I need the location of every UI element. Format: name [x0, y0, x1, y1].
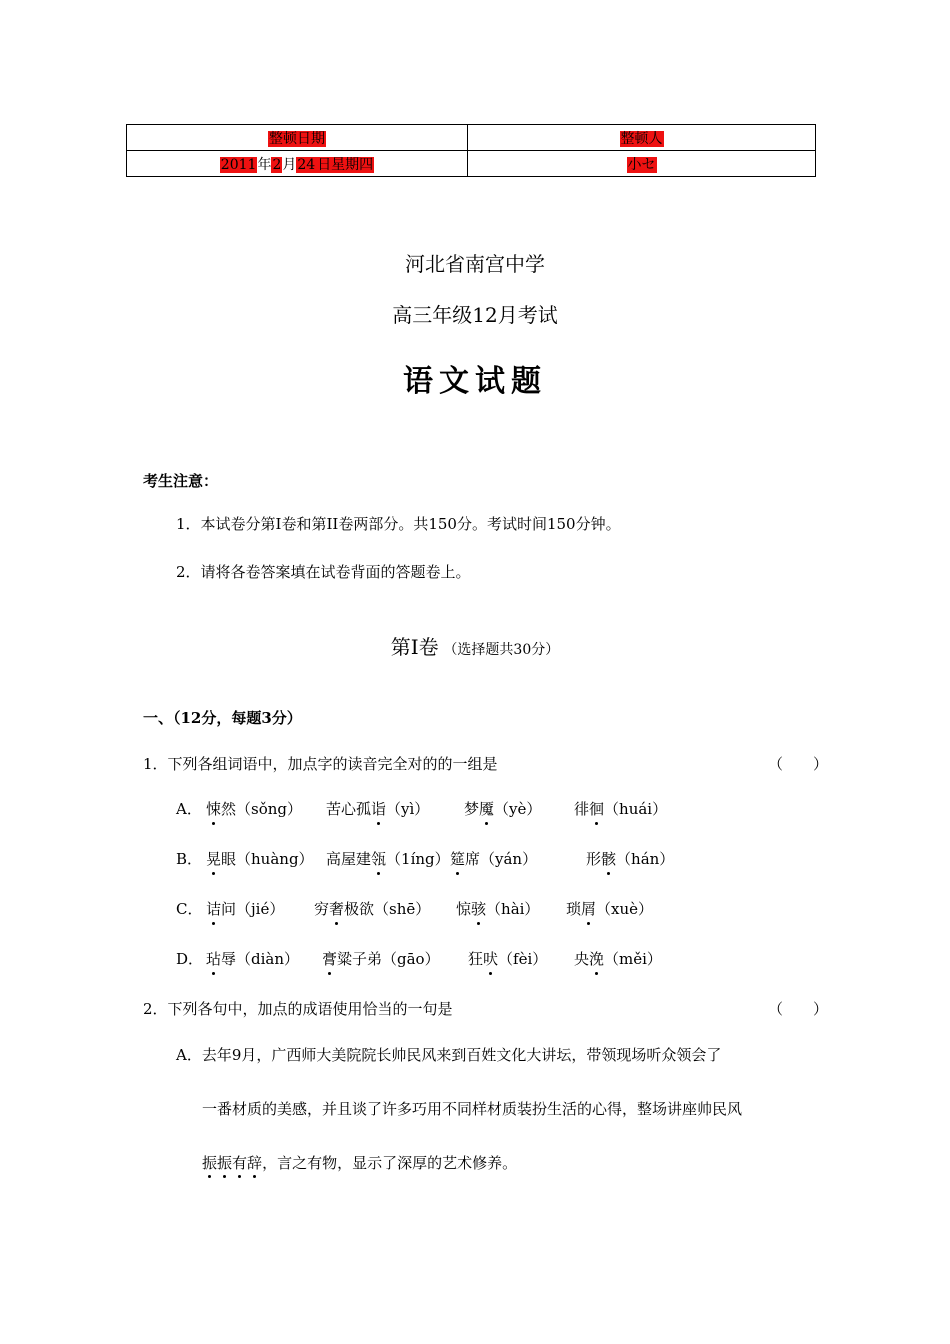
- word-text: 央: [574, 950, 590, 968]
- part-title: 第Ⅰ卷: [390, 635, 439, 659]
- word-text: （yè）: [494, 800, 542, 818]
- word-text: （hài）: [486, 900, 540, 918]
- word-text: 粱子弟（gāo）: [337, 950, 440, 968]
- option-word: [206, 798, 302, 819]
- dotted-char: 骇: [471, 900, 487, 918]
- notice-item-2: 2．请将各卷答案填在试卷背面的答题卷上。: [176, 563, 471, 581]
- part-note: （选择题共30分）: [443, 642, 560, 658]
- option-word: [566, 898, 653, 919]
- word-text: 问（jié）: [221, 900, 285, 918]
- q1-stem: 1．下列各组词语中，加点字的读音完全对的的一组是: [143, 755, 498, 773]
- option-word: [206, 848, 314, 869]
- notice-item-1: 1．本试卷分第Ⅰ卷和第II卷两部分。共150分。考试时间150分钟。: [176, 515, 621, 533]
- dotted-char: 吠: [483, 950, 499, 968]
- option-word: [206, 948, 299, 969]
- subject-title: 语文试题: [403, 364, 547, 399]
- option-word: [574, 948, 662, 969]
- meta-date: 2011年2月24 日星期四: [127, 151, 468, 177]
- q2-option-a-line-1: [176, 1044, 721, 1065]
- school-title: 河北省南宫中学: [405, 252, 545, 276]
- notice-title: 考生注意：: [143, 472, 219, 490]
- dotted-char: 晃: [206, 850, 222, 868]
- option-label: D．: [176, 950, 204, 968]
- word-text: 穷: [314, 900, 330, 918]
- word-text: 然（sǒng）: [221, 800, 303, 818]
- section-title: 一、（12分，每题3分）: [143, 709, 302, 727]
- dotted-char: 诘: [206, 900, 222, 918]
- word-text: （yì）: [386, 800, 430, 818]
- dotted-char: 浼: [589, 950, 605, 968]
- option-word: [586, 848, 674, 869]
- dotted-char: 奢: [329, 900, 345, 918]
- word-text: 席（yán）: [465, 850, 538, 868]
- word-text: （měi）: [604, 950, 662, 968]
- word-text: 梦: [464, 800, 480, 818]
- option-word: [322, 948, 440, 969]
- option-word: [206, 898, 284, 919]
- exam-title: 高三年级12月考试: [392, 303, 558, 327]
- dotted-char: 振: [217, 1154, 233, 1172]
- word-text: 苦心孤: [326, 800, 372, 818]
- dotted-char: 诣: [371, 800, 387, 818]
- meta-head-date: 整顿日期: [127, 125, 468, 151]
- word-text: 惊: [456, 900, 472, 918]
- word-text: （hán）: [616, 850, 675, 868]
- q2-option-a-line-3: [202, 1152, 517, 1173]
- dotted-char: 屑: [581, 900, 597, 918]
- option-word: [326, 798, 429, 819]
- option-word: [456, 898, 539, 919]
- q2-option-a-line-2: 一番材质的美感，并且谈了许多巧用不同样材质装扮生活的心得，整场讲座帅民风: [202, 1100, 743, 1118]
- part-heading: [0, 631, 950, 660]
- word-text: 狂: [468, 950, 484, 968]
- dotted-char: 魇: [479, 800, 495, 818]
- option-word: [314, 898, 430, 919]
- word-text: 高屋建: [326, 850, 372, 868]
- dotted-char: 玷: [206, 950, 222, 968]
- q2-option-a-text-1: 去年9月，广西师大美院院长帅民风来到百姓文化大讲坛，带领现场听众领会了: [201, 1046, 722, 1064]
- word-text: 形: [586, 850, 602, 868]
- dotted-char: 膏: [322, 950, 338, 968]
- word-text: 极欲（shē）: [344, 900, 431, 918]
- word-text: （huái）: [604, 800, 668, 818]
- dotted-char: 悚: [206, 800, 222, 818]
- word-text: （xuè）: [596, 900, 654, 918]
- meta-head-person: 整顿人: [468, 125, 816, 151]
- dotted-char: 徊: [589, 800, 605, 818]
- dotted-char: 振: [202, 1154, 218, 1172]
- q2-option-a-label: A．: [176, 1046, 202, 1064]
- dotted-char: 筵: [450, 850, 466, 868]
- dotted-char: 辞: [247, 1154, 263, 1172]
- option-label: C．: [176, 900, 203, 918]
- option-label: B．: [176, 850, 203, 868]
- word-text: 琐: [566, 900, 582, 918]
- q2-stem: 2．下列各句中，加点的成语使用恰当的一句是: [143, 1000, 453, 1018]
- q2-option-a-text-3: ，言之有物，显示了深厚的艺术修养。: [262, 1154, 518, 1172]
- dotted-char: 骸: [601, 850, 617, 868]
- option-word: [450, 848, 537, 869]
- word-text: 眼（huàng）: [221, 850, 314, 868]
- meta-person: 小セ: [468, 151, 816, 177]
- word-text: （fèi）: [498, 950, 548, 968]
- word-text: 徘: [574, 800, 590, 818]
- option-word: [464, 798, 541, 819]
- option-label: A．: [176, 800, 202, 818]
- word-text: （1íng）: [386, 850, 450, 868]
- dotted-char: 瓴: [371, 850, 387, 868]
- q2-bracket: （ ）: [768, 1000, 829, 1018]
- q1-bracket: （ ）: [768, 755, 829, 773]
- option-word: [326, 848, 450, 869]
- meta-table: [126, 124, 816, 177]
- option-word: [574, 798, 667, 819]
- dotted-char: 有: [232, 1154, 248, 1172]
- word-text: 辱（diàn）: [221, 950, 300, 968]
- option-word: [468, 948, 547, 969]
